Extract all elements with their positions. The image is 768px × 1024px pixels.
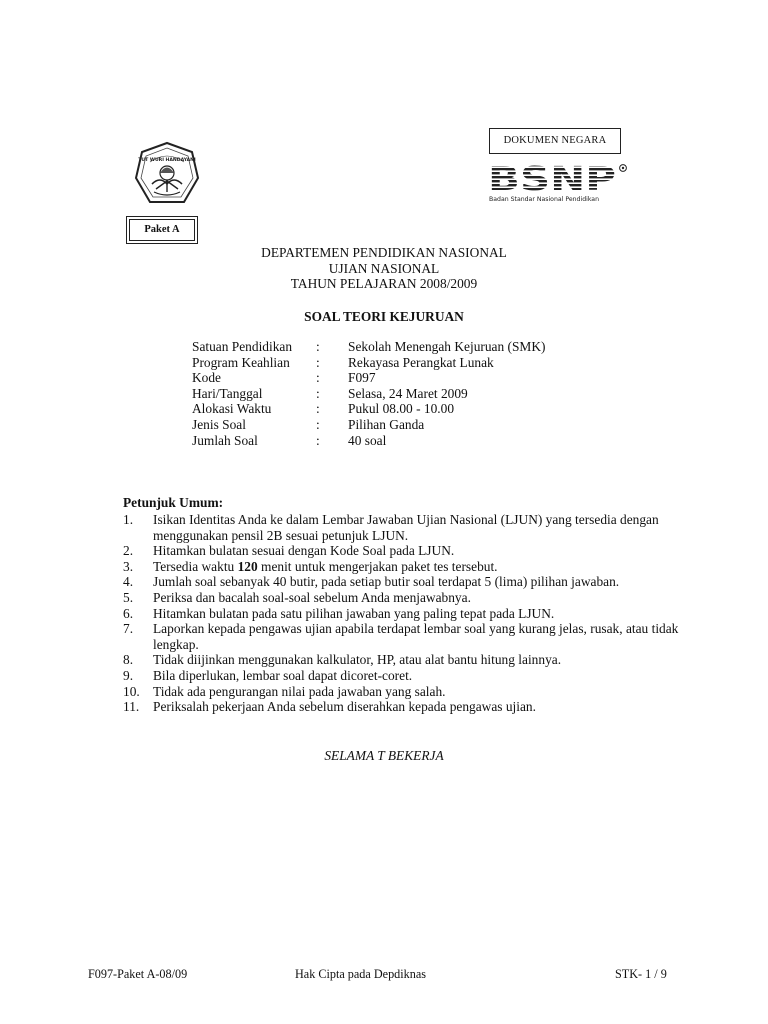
- info-row: [192, 370, 592, 386]
- info-label: Program Keahlian: [192, 354, 290, 370]
- info-label: Hari/Tanggal: [192, 385, 263, 401]
- exam-subject-title: SOAL TEORI KEJURUAN: [304, 309, 464, 324]
- info-label: Satuan Pendidikan: [192, 339, 293, 354]
- bsnp-logo-caption: Badan Standar Nasional Pendidikan: [489, 196, 600, 203]
- package-label-box: [126, 216, 198, 244]
- instruction-text: Bila diperlukan, lembar soal dapat dicoret-coret.: [153, 667, 413, 683]
- instruction-number: 1.: [123, 512, 134, 527]
- info-label: Jenis Soal: [192, 416, 246, 432]
- instruction-text: Periksalah pekerjaan Anda sebelum diserahkan kepada pengawas ujian.: [153, 699, 536, 715]
- instruction-text-part: Tersedia waktu: [153, 558, 238, 574]
- instruction-number: 5.: [123, 589, 134, 605]
- info-colon: :: [316, 401, 320, 417]
- info-label: Kode: [192, 370, 222, 386]
- instruction-number: 4.: [123, 574, 134, 590]
- footer-copyright: Hak Cipta pada Depdiknas: [295, 967, 426, 981]
- instruction-text: Laporkan kepada pengawas ujian apabila terdapat lembar soal yang kurang jelas, rusak, atau tidak lengkap.: [153, 621, 679, 652]
- document-header: [0, 245, 768, 292]
- instruction-number: 9.: [123, 667, 134, 683]
- instruction-text: Hitamkan bulatan sesuai dengan Kode Soal pada LJUN.: [153, 543, 455, 559]
- instruction-text-part: menit untuk mengerjakan paket tes tersebut.: [257, 558, 498, 574]
- emblem-motto: TUT WURI HANDAYANI: [138, 158, 196, 163]
- instruction-number: 7.: [123, 621, 134, 637]
- instruction-item: [123, 574, 683, 590]
- info-row: [192, 433, 592, 449]
- instruction-text: [153, 559, 683, 575]
- info-value: Rekayasa Perangkat Lunak: [348, 354, 494, 370]
- info-colon: :: [316, 432, 320, 448]
- instruction-item: [123, 652, 683, 668]
- info-colon: :: [316, 370, 320, 386]
- instructions-title: Petunjuk Umum:: [123, 495, 224, 510]
- instruction-duration: 120: [237, 558, 258, 574]
- closing-message: SELAMA T BEKERJA: [324, 748, 444, 763]
- instruction-text: Periksa dan bacalah soal-soal sebelum Anda menjawabnya.: [153, 589, 471, 605]
- instruction-number: 2.: [123, 543, 134, 559]
- info-colon: :: [316, 416, 320, 432]
- info-row: [192, 386, 592, 402]
- bsnp-logo-wordmark: BSNP: [488, 160, 616, 198]
- instruction-number: 6.: [123, 605, 134, 621]
- info-colon: :: [316, 354, 320, 370]
- document-classification-label: DOKUMEN NEGARA: [489, 128, 621, 154]
- instruction-item: [123, 684, 683, 700]
- footer-document-code: F097-Paket A-08/09: [88, 967, 188, 981]
- instruction-item: [123, 559, 683, 575]
- package-label: Paket A: [129, 219, 195, 241]
- instruction-item: [123, 543, 683, 559]
- header-year: TAHUN PELAJARAN 2008/2009: [290, 276, 478, 292]
- info-row: [192, 339, 592, 355]
- info-value: Pukul 08.00 - 10.00: [348, 401, 455, 417]
- instruction-text: Tidak ada pengurangan nilai pada jawaban yang salah.: [153, 683, 446, 699]
- instructions-list: [123, 512, 683, 715]
- info-label: Jumlah Soal: [192, 432, 258, 448]
- instruction-number: 3.: [123, 558, 134, 574]
- instruction-item: [123, 606, 683, 622]
- instruction-text: Isikan Identitas Anda ke dalam Lembar Jawaban Ujian Nasional (LJUN) yang tersedia dengan menggunakan pensil 2B sesuai petunjuk LJUN.: [153, 512, 659, 543]
- header-ministry: DEPARTEMEN PENDIDIKAN NASIONAL: [261, 245, 507, 260]
- instruction-number: 11.: [123, 699, 140, 715]
- info-value: Sekolah Menengah Kejuruan (SMK): [348, 339, 546, 354]
- tut-wuri-handayani-emblem: [132, 140, 202, 210]
- footer-page-number: STK- 1 / 9: [615, 967, 667, 981]
- instruction-text: Jumlah soal sebanyak 40 butir, pada setiap butir soal terdapat 5 (lima) pilihan jawaban.: [153, 574, 620, 590]
- instruction-text: Hitamkan bulatan pada satu pilihan jawaban yang paling tepat pada LJUN.: [153, 605, 555, 621]
- info-colon: :: [316, 385, 320, 401]
- info-colon: :: [316, 339, 320, 354]
- bsnp-logo: [488, 160, 634, 204]
- instruction-item: [123, 668, 683, 684]
- info-value: Pilihan Ganda: [348, 416, 425, 432]
- instruction-item: [123, 621, 683, 652]
- info-value: 40 soal: [348, 432, 387, 448]
- exam-info-table: [192, 339, 592, 448]
- instruction-number: 10.: [123, 683, 140, 699]
- info-value: Selasa, 24 Maret 2009: [348, 385, 468, 401]
- info-row: [192, 401, 592, 417]
- info-row: [192, 355, 592, 371]
- instruction-item: [123, 512, 683, 543]
- info-label: Alokasi Waktu: [192, 401, 272, 417]
- instruction-item: [123, 699, 683, 715]
- info-value: F097: [348, 370, 376, 386]
- instruction-number: 8.: [123, 652, 134, 668]
- info-row: [192, 417, 592, 433]
- instruction-item: [123, 590, 683, 606]
- instruction-text: Tidak diijinkan menggunakan kalkulator, HP, atau alat bantu hitung lainnya.: [153, 652, 562, 668]
- header-exam: UJIAN NASIONAL: [328, 260, 440, 276]
